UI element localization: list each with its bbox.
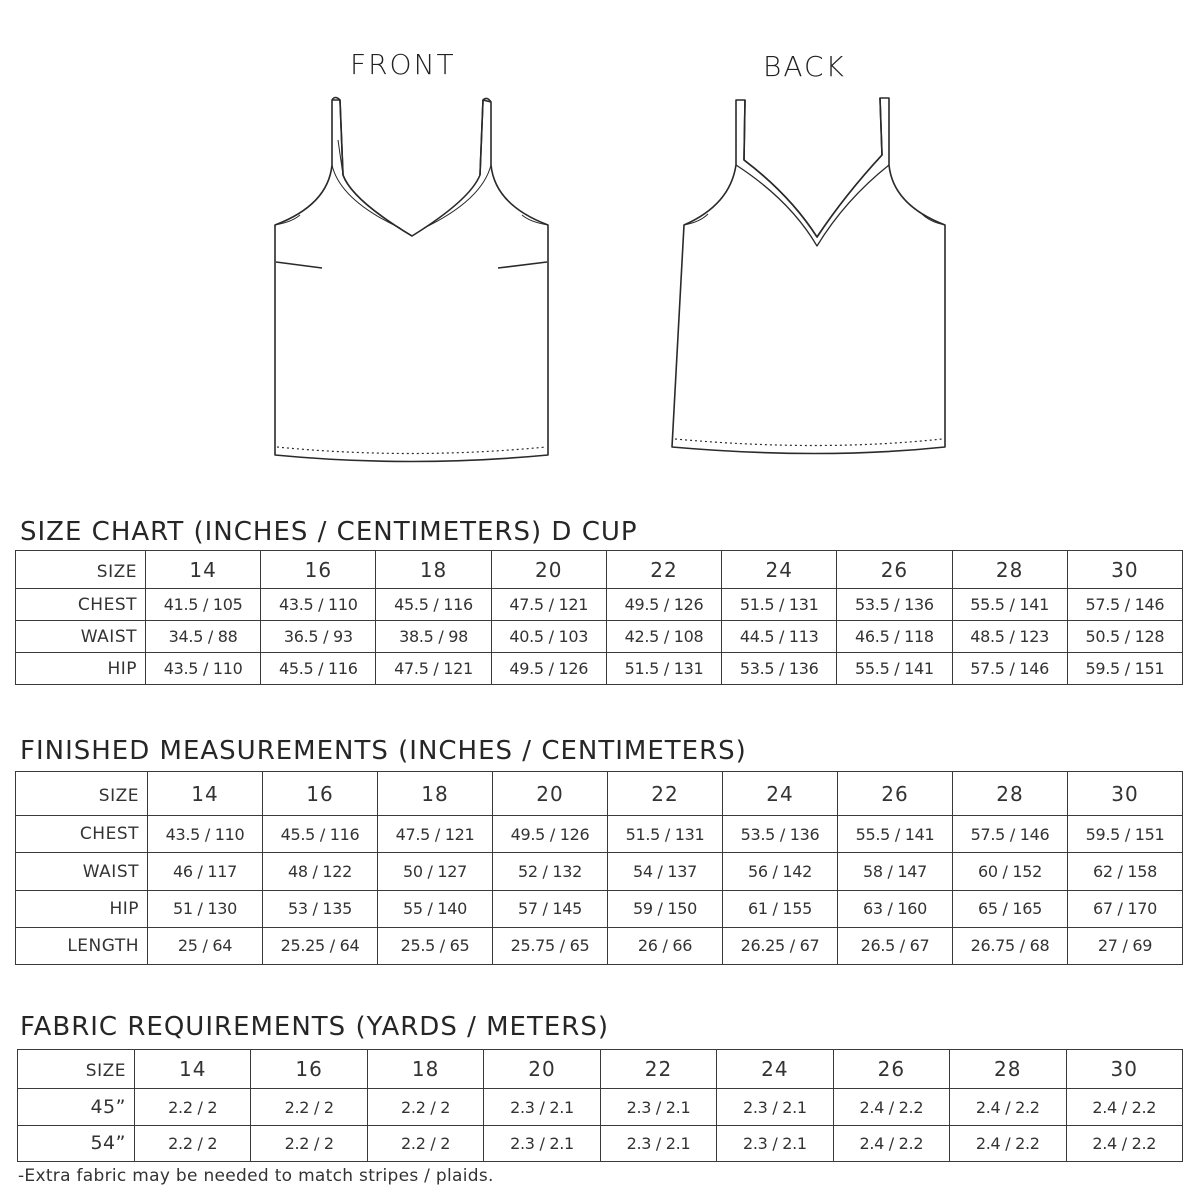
table-cell: 2.2 / 2 [135,1089,251,1125]
table-cell: 25.75 / 65 [493,927,608,964]
table-cell: 2.3 / 2.1 [717,1089,833,1125]
table-cell: 49.5 / 126 [606,589,721,621]
table-cell: 26.75 / 68 [953,927,1068,964]
finished-measurements-table [15,771,1183,965]
row-header: SIZE [16,772,148,816]
table-cell: 55.5 / 141 [952,589,1067,621]
table-cell: 45.5 / 116 [261,653,376,685]
size-chart-size-row [16,551,1183,589]
row-header: HIP [16,890,148,927]
table-cell: 55.5 / 141 [838,816,953,853]
size-cell: 18 [378,772,493,816]
row-header: 54” [18,1125,135,1161]
table-row [16,621,1183,653]
table-row [16,589,1183,621]
table-cell: 48 / 122 [263,853,378,890]
table-cell: 26.25 / 67 [723,927,838,964]
size-cell: 22 [608,772,723,816]
size-cell: 22 [600,1050,716,1089]
table-cell: 59.5 / 151 [1068,816,1183,853]
table-cell: 25 / 64 [148,927,263,964]
table-row [18,1089,1183,1125]
table-cell: 36.5 / 93 [261,621,376,653]
fabric-requirements-title: FABRIC REQUIREMENTS (YARDS / METERS) [20,1012,610,1042]
fabric-size-row [18,1050,1183,1089]
table-cell: 2.4 / 2.2 [1066,1125,1183,1161]
table-cell: 46 / 117 [148,853,263,890]
size-cell: 16 [261,551,376,589]
table-cell: 45.5 / 116 [263,816,378,853]
row-header: CHEST [16,816,148,853]
size-cell: 26 [833,1050,949,1089]
size-cell: 24 [722,551,837,589]
table-cell: 2.3 / 2.1 [717,1125,833,1161]
size-cell: 28 [953,772,1068,816]
table-cell: 43.5 / 110 [261,589,376,621]
size-cell: 20 [493,772,608,816]
table-cell: 44.5 / 113 [722,621,837,653]
table-cell: 2.3 / 2.1 [600,1125,716,1161]
table-cell: 48.5 / 123 [952,621,1067,653]
table-cell: 42.5 / 108 [606,621,721,653]
table-cell: 57.5 / 146 [952,653,1067,685]
table-cell: 55 / 140 [378,890,493,927]
table-cell: 46.5 / 118 [837,621,952,653]
row-header: SIZE [18,1050,135,1089]
table-cell: 25.5 / 65 [378,927,493,964]
table-cell: 57.5 / 146 [953,816,1068,853]
table-cell: 2.3 / 2.1 [484,1125,600,1161]
table-cell: 27 / 69 [1068,927,1183,964]
table-cell: 53.5 / 136 [837,589,952,621]
table-cell: 2.4 / 2.2 [1066,1089,1183,1125]
table-row [16,653,1183,685]
row-header: HIP [16,653,146,685]
table-cell: 26.5 / 67 [838,927,953,964]
size-cell: 28 [950,1050,1066,1089]
table-cell: 49.5 / 126 [493,816,608,853]
garment-illustration [0,0,1200,480]
back-camisole-body [672,98,945,454]
size-cell: 16 [263,772,378,816]
table-cell: 51 / 130 [148,890,263,927]
table-cell: 2.2 / 2 [367,1125,483,1161]
table-row [18,1125,1183,1161]
row-header: WAIST [16,853,148,890]
size-cell: 30 [1066,1050,1183,1089]
table-cell: 49.5 / 126 [491,653,606,685]
size-cell: 26 [837,551,952,589]
table-cell: 55.5 / 141 [837,653,952,685]
table-cell: 62 / 158 [1068,853,1183,890]
table-cell: 45.5 / 116 [376,589,491,621]
table-cell: 47.5 / 121 [376,653,491,685]
table-row [16,816,1183,853]
size-cell: 20 [484,1050,600,1089]
table-cell: 38.5 / 98 [376,621,491,653]
table-cell: 2.4 / 2.2 [833,1125,949,1161]
finished-size-row [16,772,1183,816]
table-row [16,853,1183,890]
size-cell: 14 [148,772,263,816]
size-cell: 24 [717,1050,833,1089]
table-cell: 2.2 / 2 [135,1125,251,1161]
table-cell: 60 / 152 [953,853,1068,890]
table-cell: 58 / 147 [838,853,953,890]
table-cell: 47.5 / 121 [378,816,493,853]
size-cell: 14 [135,1050,251,1089]
table-cell: 2.2 / 2 [251,1089,367,1125]
table-cell: 2.3 / 2.1 [484,1089,600,1125]
table-cell: 50.5 / 128 [1067,621,1182,653]
fabric-note: -Extra fabric may be needed to match stripes / plaids. [18,1166,494,1186]
size-chart-table [15,550,1183,685]
table-cell: 51.5 / 131 [606,653,721,685]
back-view-label: BACK [763,50,846,83]
table-cell: 51.5 / 131 [722,589,837,621]
table-cell: 56 / 142 [723,853,838,890]
size-cell: 14 [146,551,261,589]
table-cell: 51.5 / 131 [608,816,723,853]
table-row [16,890,1183,927]
row-header: WAIST [16,621,146,653]
table-cell: 52 / 132 [493,853,608,890]
table-cell: 26 / 66 [608,927,723,964]
table-cell: 2.2 / 2 [251,1125,367,1161]
size-cell: 30 [1068,772,1183,816]
size-cell: 30 [1067,551,1182,589]
row-header: 45” [18,1089,135,1125]
table-cell: 53.5 / 136 [723,816,838,853]
table-cell: 43.5 / 110 [148,816,263,853]
table-cell: 53.5 / 136 [722,653,837,685]
row-header: LENGTH [16,927,148,964]
table-cell: 43.5 / 110 [146,653,261,685]
table-cell: 25.25 / 64 [263,927,378,964]
table-cell: 59 / 150 [608,890,723,927]
front-camisole-body [275,100,548,462]
table-cell: 65 / 165 [953,890,1068,927]
table-cell: 40.5 / 103 [491,621,606,653]
table-cell: 61 / 155 [723,890,838,927]
size-cell: 16 [251,1050,367,1089]
table-cell: 57.5 / 146 [1067,589,1182,621]
table-cell: 41.5 / 105 [146,589,261,621]
size-cell: 24 [723,772,838,816]
size-cell: 18 [367,1050,483,1089]
table-cell: 50 / 127 [378,853,493,890]
table-cell: 67 / 170 [1068,890,1183,927]
row-header: SIZE [16,551,146,589]
table-cell: 2.4 / 2.2 [950,1125,1066,1161]
table-cell: 2.2 / 2 [367,1089,483,1125]
table-cell: 2.4 / 2.2 [833,1089,949,1125]
row-header: CHEST [16,589,146,621]
table-row [16,927,1183,964]
table-cell: 57 / 145 [493,890,608,927]
size-chart-title: SIZE CHART (INCHES / CENTIMETERS) D CUP [20,517,638,547]
table-cell: 47.5 / 121 [491,589,606,621]
table-cell: 53 / 135 [263,890,378,927]
size-cell: 20 [491,551,606,589]
size-cell: 28 [952,551,1067,589]
front-view-label: FRONT [350,48,456,81]
size-cell: 22 [606,551,721,589]
table-cell: 2.3 / 2.1 [600,1089,716,1125]
size-cell: 18 [376,551,491,589]
table-cell: 63 / 160 [838,890,953,927]
fabric-requirements-table [17,1049,1183,1162]
table-cell: 2.4 / 2.2 [950,1089,1066,1125]
finished-measurements-title: FINISHED MEASUREMENTS (INCHES / CENTIMETERS) [20,736,747,766]
table-cell: 34.5 / 88 [146,621,261,653]
size-cell: 26 [838,772,953,816]
table-cell: 59.5 / 151 [1067,653,1182,685]
table-cell: 54 / 137 [608,853,723,890]
